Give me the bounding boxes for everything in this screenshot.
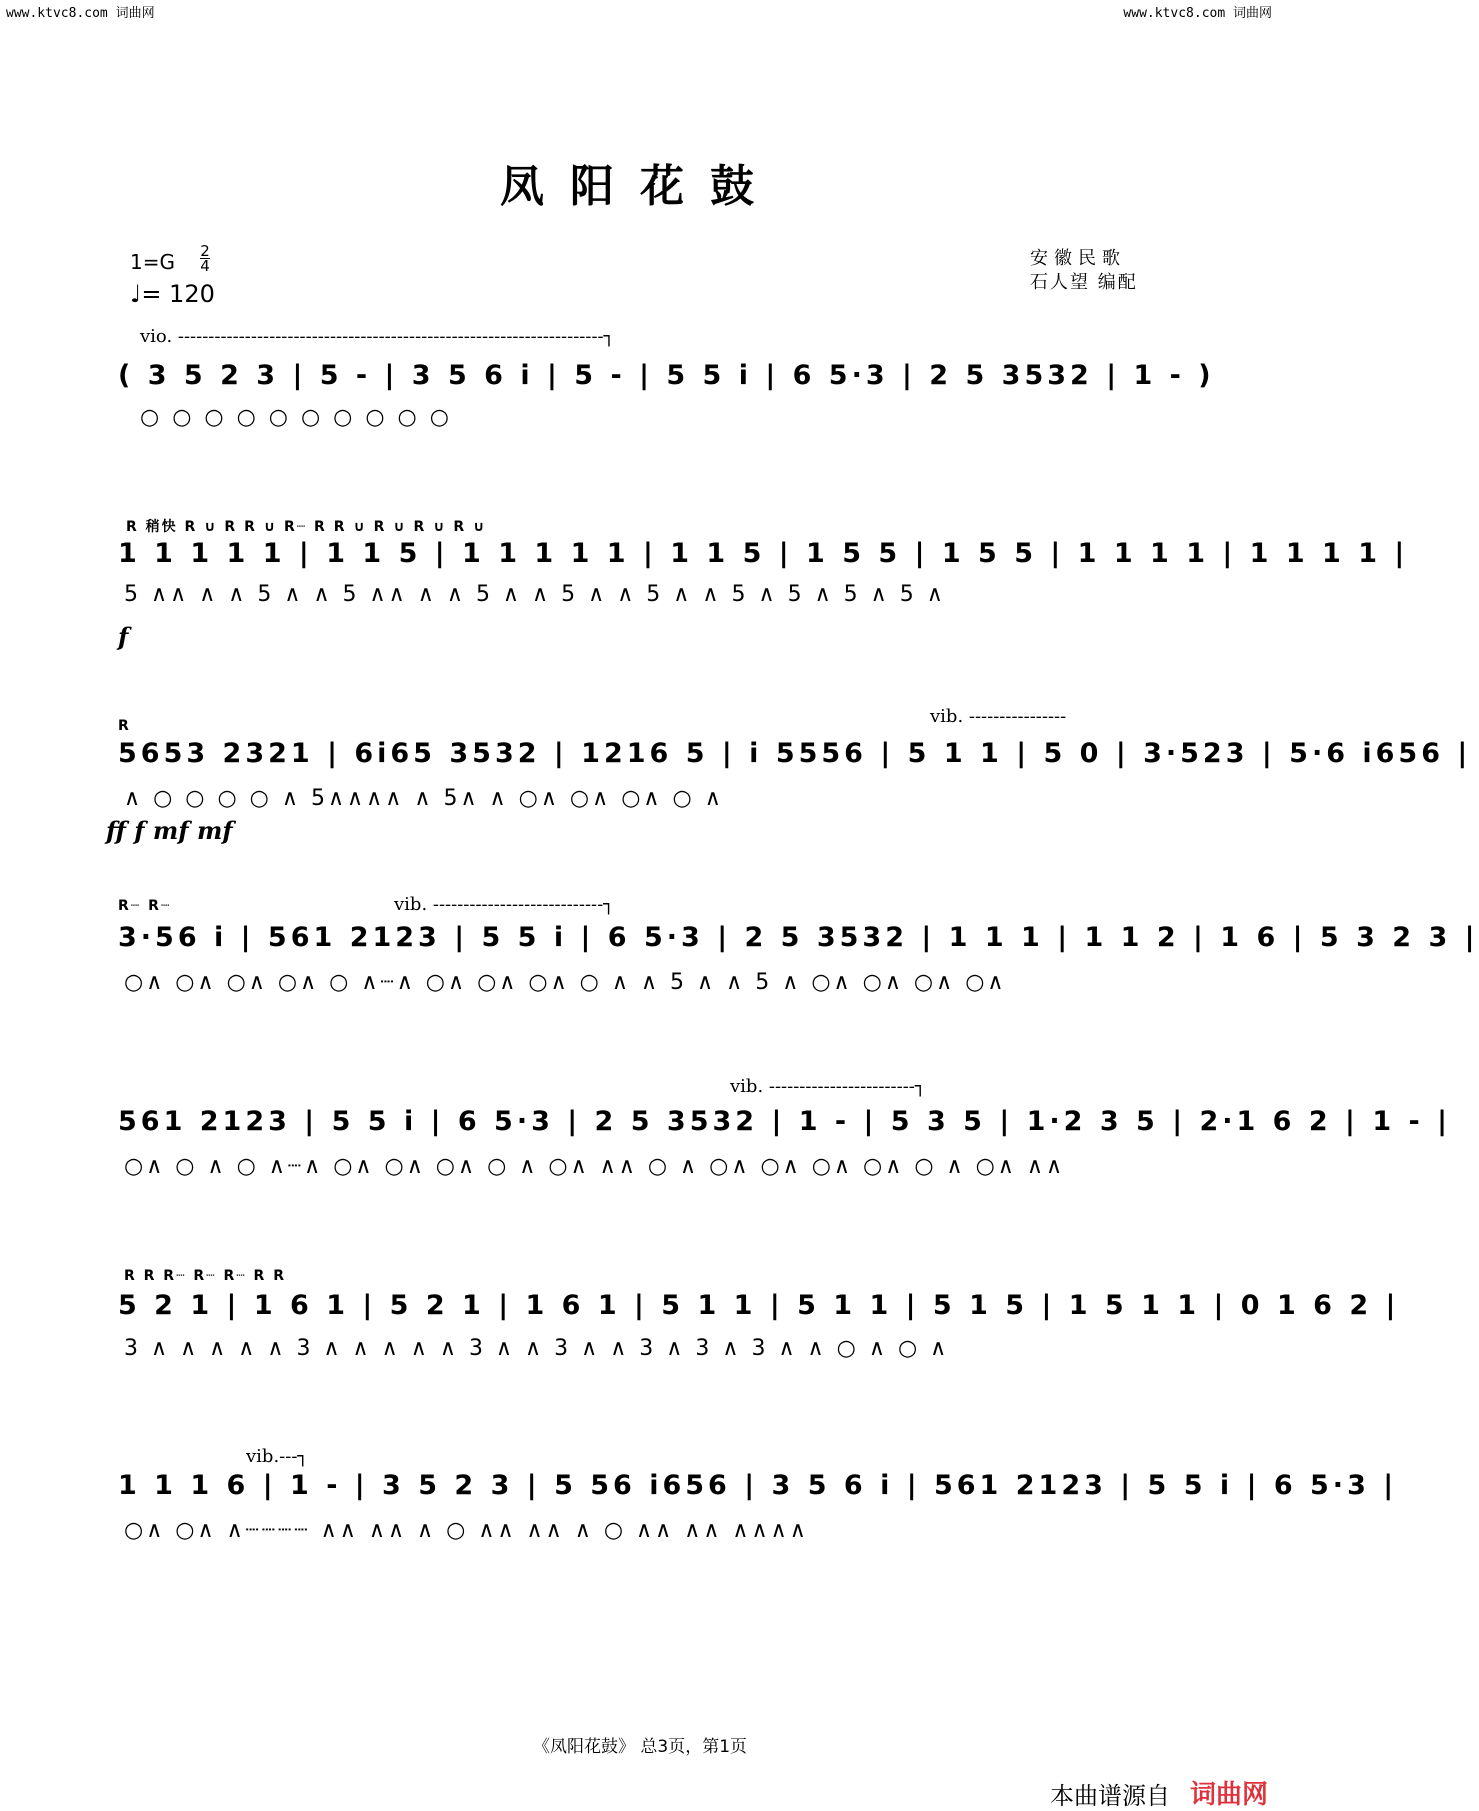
tempo-mark: ♩= 120 (130, 280, 215, 308)
melody-line-4: 3·56 i | 561 2123 | 5 5 i | 6 5·3 | 2 5 3532 | 1 1 1 | 1 1 2 | 1 6 | 5 3 2 3 | (118, 922, 1479, 953)
time-bottom: 4 (200, 257, 210, 275)
site-header-left: www.ktvc8.com 词曲网 (6, 6, 155, 21)
accompaniment-line-5: ○∧ ○ ∧ ○ ∧┈∧ ○∧ ○∧ ○∧ ○ ∧ ○∧ ∧∧ ○ ∧ ○∧ ○∧ ○∧ ○∧ ○ ∧ ○∧ ∧∧ (124, 1154, 1066, 1179)
melody-line-3: 5653 2321 | 6i65 3532 | 1216 5 | i 5556 | 5 1 1 | 5 0 | 3·523 | 5·6 i656 | (118, 738, 1472, 769)
articulation-marks-3: R (118, 718, 131, 734)
page-footer: 《凤阳花鼓》 总3页，第1页 (532, 1737, 748, 1757)
vibrato-mark: vib. ---------------- (930, 706, 1067, 727)
vibrato-mark: vib. ----------------------------┐ (394, 894, 615, 915)
accompaniment-line-2: 5 ∧∧ ∧ ∧ 5 ∧ ∧ 5 ∧∧ ∧ ∧ 5 ∧ ∧ 5 ∧ ∧ 5 ∧ ∧ 5 ∧ 5 ∧ 5 ∧ 5 ∧ (124, 582, 946, 607)
song-title: 凤阳花鼓 (500, 161, 780, 212)
key-signature: 1=G (130, 250, 175, 274)
vibrato-mark: vio. ----------------------------------------------------------------------┐ (140, 326, 615, 347)
time-signature (200, 244, 210, 273)
melody-line-1: ( 3 5 2 3 | 5 - | 3 5 6 i | 5 - | 5 5 i | 6 5·3 | 2 5 3532 | 1 - ) (118, 360, 1215, 391)
melody-line-7: 1 1 1 6 | 1 - | 3 5 2 3 | 5 56 i656 | 3 5 6 i | 561 2123 | 5 5 i | 6 5·3 | (118, 1470, 1398, 1501)
accompaniment-line-4: ○∧ ○∧ ○∧ ○∧ ○ ∧┈∧ ○∧ ○∧ ○∧ ○ ∧ ∧ 5 ∧ ∧ 5 ∧ ○∧ ○∧ ○∧ ○∧ (124, 970, 1007, 995)
time-top: 2 (200, 242, 210, 260)
articulation-marks-6: R R R┈ R┈ R┈ R R (124, 1268, 286, 1284)
melody-line-6: 5 2 1 | 1 6 1 | 5 2 1 | 1 6 1 | 5 1 1 | 5 1 1 | 5 1 5 | 1 5 1 1 | 0 1 6 2 | (118, 1290, 1400, 1321)
dynamics-line-2: f (118, 622, 129, 651)
accompaniment-line-7: ○∧ ○∧ ∧┈┈┈┈ ∧∧ ∧∧ ∧ ○ ∧∧ ∧∧ ∧ ○ ∧∧ ∧∧ ∧∧∧∧ (124, 1518, 809, 1543)
site-header-right: www.ktvc8.com 词曲网 (1123, 6, 1272, 21)
site-logo[interactable]: 词曲网 (1190, 1780, 1269, 1810)
melody-line-2: 1 1 1 1 1 | 1 1 5 | 1 1 1 1 1 | 1 1 5 | 1 5 5 | 1 5 5 | 1 1 1 1 | 1 1 1 1 | (118, 538, 1409, 569)
accompaniment-line-1: ○ ○ ○ ○ ○ ○ ○ ○ ○ ○ (140, 405, 452, 430)
accompaniment-line-6: 3 ∧ ∧ ∧ ∧ ∧ 3 ∧ ∧ ∧ ∧ ∧ 3 ∧ ∧ 3 ∧ ∧ 3 ∧ 3 ∧ 3 ∧ ∧ ○ ∧ ○ ∧ (124, 1336, 950, 1361)
arranger-credit: 石人望 编配 (1030, 272, 1138, 293)
articulation-marks-4: R┈ R┈ (118, 898, 172, 914)
melody-line-5: 561 2123 | 5 5 i | 6 5·3 | 2 5 3532 | 1 - | 5 3 5 | 1·2 3 5 | 2·1 6 2 | 1 - | (118, 1106, 1451, 1137)
source-note: 本曲谱源自 (1050, 1782, 1170, 1810)
vibrato-mark: vib.---┐ (246, 1446, 309, 1467)
accompaniment-line-3: ∧ ○ ○ ○ ○ ∧ 5∧∧∧∧ ∧ 5∧ ∧ ○∧ ○∧ ○∧ ○ ∧ (124, 786, 724, 811)
origin-credit: 安徽民歌 (1030, 248, 1126, 269)
vibrato-mark: vib. ------------------------┐ (730, 1076, 926, 1097)
articulation-marks-2: R 稍快 R ∪ R R ∪ R┈ R R ∪ R ∪ R ∪ R ∪ (126, 519, 487, 535)
dynamics-line-3: ff f mf mf (106, 816, 233, 845)
